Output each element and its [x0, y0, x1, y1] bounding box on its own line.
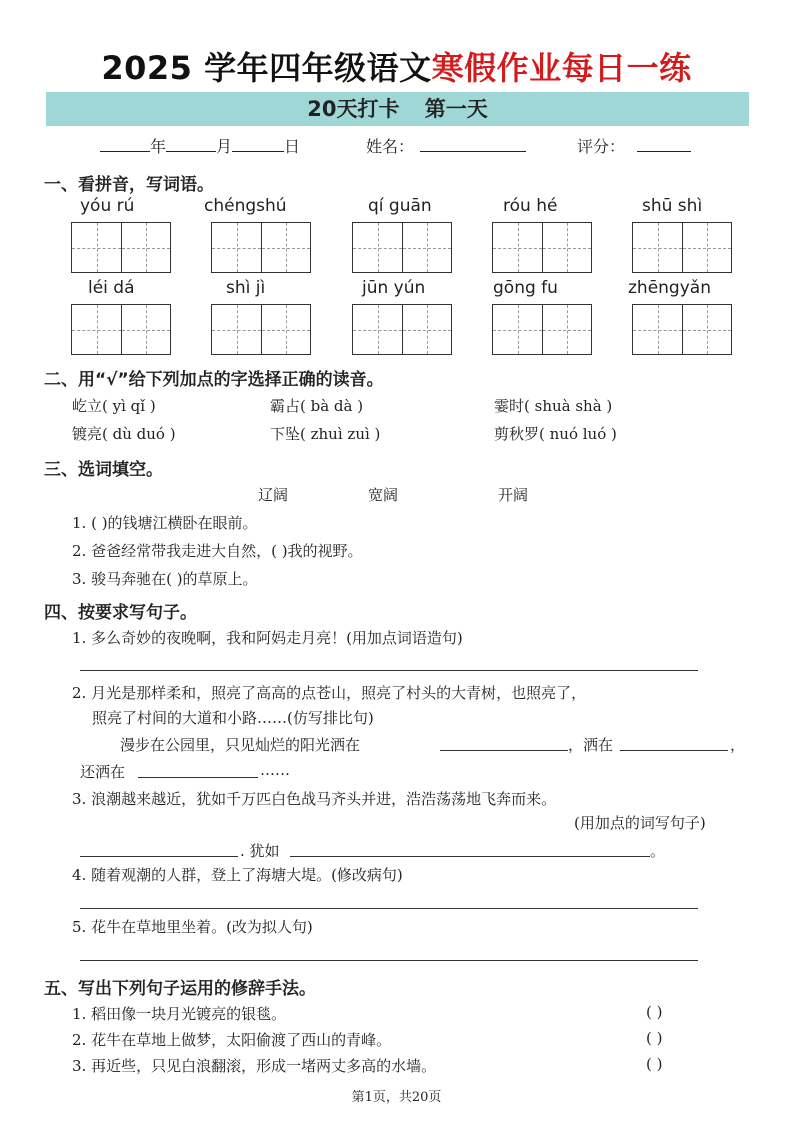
- sentence-question-3: 3. 浪潮越来越近，犹如千万匹白色战马齐头并进，浩浩荡荡地飞奔而来。: [72, 790, 557, 808]
- section-2-heading: 二、用“√”给下列加点的字选择正确的读音。: [44, 370, 384, 390]
- name-blank[interactable]: [420, 135, 526, 152]
- score-line: [577, 134, 691, 157]
- fill-question-2[interactable]: 2. 爸爸经常带我走进大自然，( )我的视野。: [72, 542, 363, 560]
- rhetoric-question-3: 3. 再近些，只见白浪翻滚，形成一堵两丈多高的水墙。: [72, 1057, 437, 1075]
- char-grid[interactable]: [632, 304, 732, 355]
- year-blank[interactable]: [100, 135, 150, 152]
- reading-item[interactable]: 下坠( zhuì zuì ): [270, 425, 381, 443]
- word-option: 开阔: [498, 486, 529, 504]
- answer-paren[interactable]: ( ): [646, 1055, 663, 1073]
- pinyin: chéngshú: [204, 196, 287, 216]
- char-grid[interactable]: [632, 222, 732, 273]
- sentence-question-2: 2. 月光是那样柔和，照亮了高高的点苍山，照亮了村头的大青树，也照亮了，: [72, 684, 587, 702]
- answer-line[interactable]: [80, 856, 238, 857]
- char-grid[interactable]: [71, 222, 171, 273]
- reading-item[interactable]: 剪秋罗( nuó luó ): [494, 425, 617, 443]
- char-grid[interactable]: [492, 222, 592, 273]
- day-blank[interactable]: [232, 135, 284, 152]
- page-footer: 第1页，共20页: [351, 1090, 442, 1105]
- simile-end: 。: [650, 842, 666, 860]
- parallel-prompt-4: 还洒在: [80, 763, 126, 781]
- sentence-question-1: 1. 多么奇妙的夜晚啊，我和阿妈走月亮！(用加点词语造句): [72, 629, 463, 647]
- reading-item[interactable]: 霎时( shuà shà ): [494, 397, 613, 415]
- parallel-prompt-1: 漫步在公园里，只见灿烂的阳光洒在: [120, 736, 361, 754]
- pinyin: jūn yún: [362, 278, 426, 298]
- parallel-prompt-2: ，洒在: [568, 736, 614, 754]
- month-blank[interactable]: [166, 135, 216, 152]
- rhetoric-question-1: 1. 稻田像一块月光镀亮的银毯。: [72, 1005, 287, 1023]
- date-line: [100, 134, 300, 157]
- answer-line[interactable]: [80, 670, 698, 671]
- band-text: 20天打卡 第一天: [307, 97, 488, 121]
- sentence-question-5: 5. 花牛在草地里坐着。(改为拟人句): [72, 918, 313, 936]
- sentence-question-3-req: (用加点的词写句子): [574, 814, 706, 832]
- parallel-prompt-3: ，: [730, 736, 746, 754]
- char-grid[interactable]: [211, 222, 311, 273]
- name-line: [366, 134, 526, 157]
- pinyin: zhēngyǎn: [628, 278, 711, 298]
- reading-item[interactable]: 镀亮( dù duó ): [72, 425, 176, 443]
- answer-paren[interactable]: ( ): [646, 1003, 663, 1021]
- char-grid[interactable]: [492, 304, 592, 355]
- score-label: 评分：: [577, 137, 626, 156]
- answer-line[interactable]: [290, 856, 650, 857]
- answer-line[interactable]: [620, 750, 728, 751]
- word-option: 宽阔: [368, 486, 399, 504]
- day-label: 日: [284, 137, 301, 156]
- month-label: 月: [216, 137, 233, 156]
- score-blank[interactable]: [637, 135, 691, 152]
- section-4-heading: 四、按要求写句子。: [44, 603, 197, 623]
- page-title: [0, 44, 793, 92]
- section-1-heading: 一、看拼音，写词语。: [44, 175, 214, 195]
- word-option: 辽阔: [258, 486, 289, 504]
- fill-question-1[interactable]: 1. ( )的钱塘江横卧在眼前。: [72, 514, 258, 532]
- name-label: 姓名：: [366, 137, 415, 156]
- pinyin: shì jì: [226, 278, 266, 298]
- title-part1: 2025 学年四年级语文: [101, 49, 432, 87]
- reading-item[interactable]: 屹立( yì qǐ ): [72, 397, 156, 415]
- title-part2: 寒假作业每日一练: [431, 49, 692, 87]
- section-5-heading: 五、写出下列句子运用的修辞手法。: [44, 979, 316, 999]
- pinyin: gōng fu: [493, 278, 558, 298]
- char-grid[interactable]: [352, 304, 452, 355]
- fill-question-3[interactable]: 3. 骏马奔驰在( )的草原上。: [72, 570, 258, 588]
- simile-prompt: . 犹如: [240, 842, 280, 860]
- answer-line[interactable]: [80, 960, 698, 961]
- parallel-prompt-5: ……: [260, 761, 290, 779]
- pinyin: róu hé: [503, 196, 558, 216]
- pinyin: qí guān: [368, 196, 432, 216]
- sentence-question-2-cont: 照亮了村间的大道和小路……(仿写排比句): [92, 709, 374, 727]
- reading-item[interactable]: 霸占( bà dà ): [270, 397, 364, 415]
- sentence-question-4: 4. 随着观潮的人群，登上了海塘大堤。(修改病句): [72, 866, 403, 884]
- char-grid[interactable]: [211, 304, 311, 355]
- char-grid[interactable]: [352, 222, 452, 273]
- pinyin: shū shì: [642, 196, 703, 216]
- pinyin: léi dá: [88, 278, 135, 298]
- answer-line[interactable]: [80, 908, 698, 909]
- answer-paren[interactable]: ( ): [646, 1029, 663, 1047]
- year-label: 年: [150, 137, 167, 156]
- char-grid[interactable]: [71, 304, 171, 355]
- pinyin: yóu rú: [80, 196, 135, 216]
- rhetoric-question-2: 2. 花牛在草地上做梦，太阳偷渡了西山的青峰。: [72, 1031, 392, 1049]
- section-3-heading: 三、选词填空。: [44, 460, 163, 480]
- answer-line[interactable]: [440, 750, 568, 751]
- answer-line[interactable]: [138, 777, 258, 778]
